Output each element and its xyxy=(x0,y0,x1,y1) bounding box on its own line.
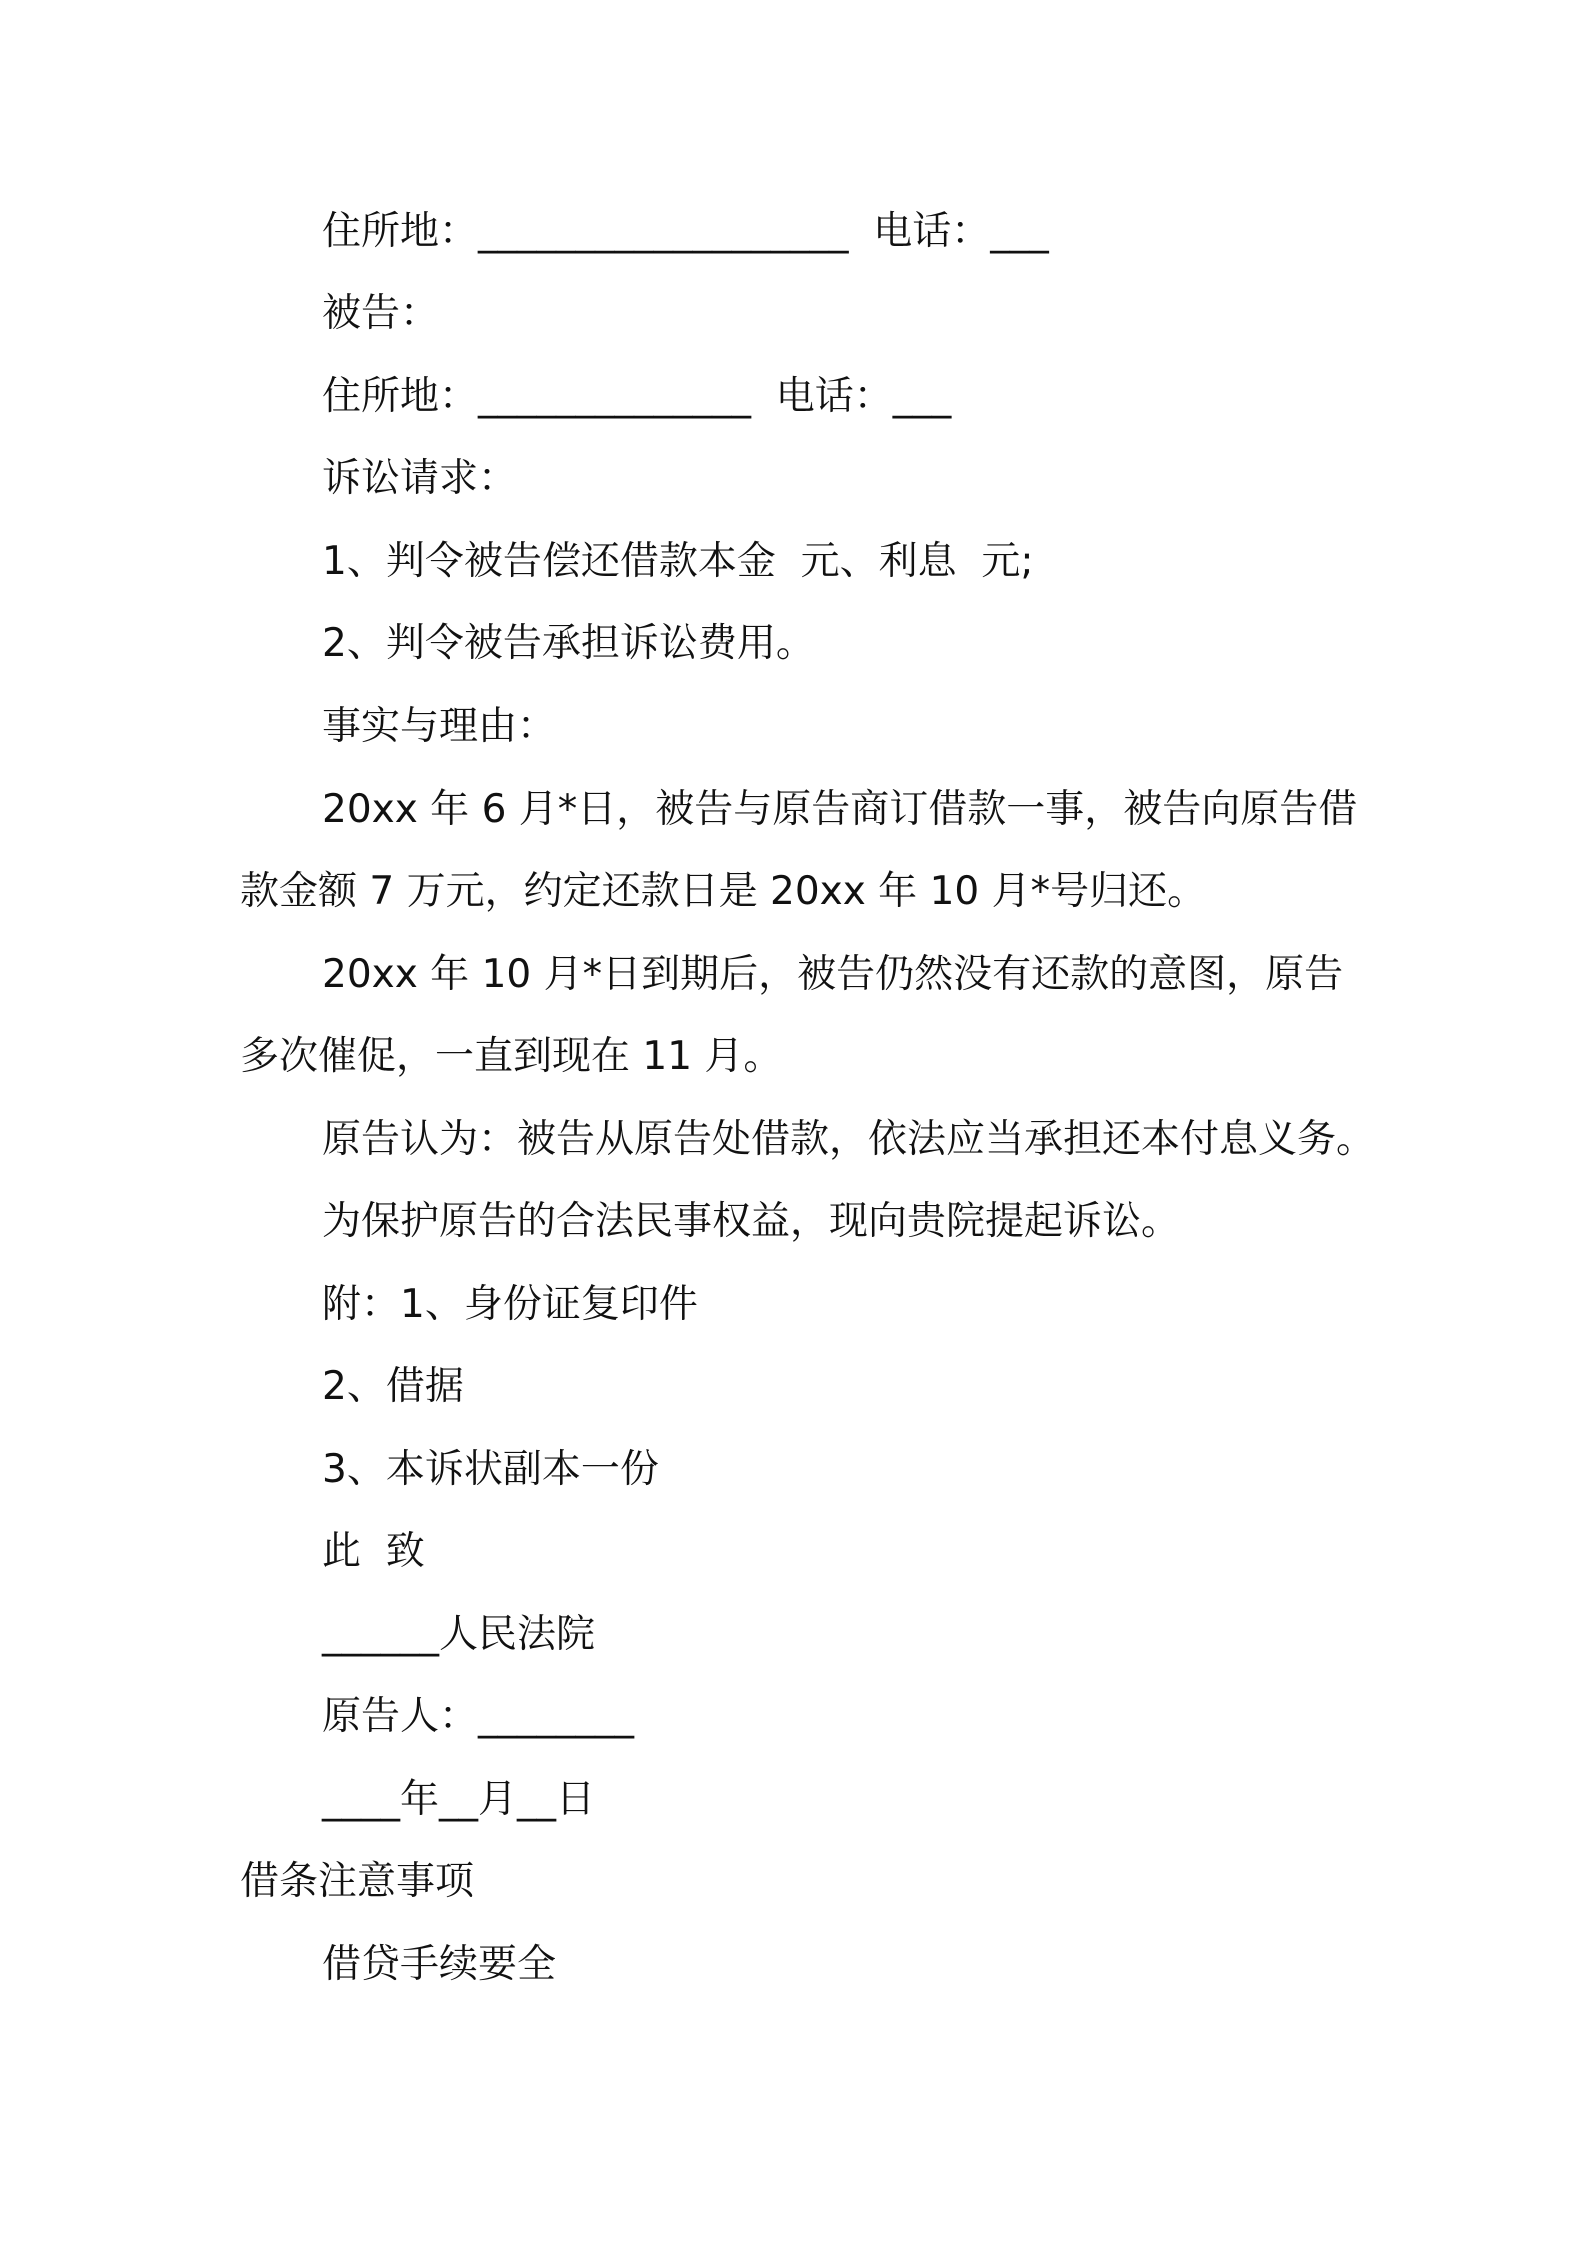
plaintiff-address-phone-line: 住所地：___________________ 电话：___ xyxy=(322,209,1049,254)
facts-heading: 事实与理由： xyxy=(322,704,557,749)
facts-paragraph-1-line-2: 款金额 7 万元，约定还款日是 20xx 年 10 月*号归还。 xyxy=(240,869,1207,914)
claims-heading: 诉讼请求： xyxy=(322,456,518,501)
lawsuit-statement: 为保护原告的合法民事权益，现向贵院提起诉讼。 xyxy=(322,1199,1181,1244)
attachment-item-1: 附：1、身份证复印件 xyxy=(322,1282,698,1327)
plaintiff-opinion: 原告认为：被告从原告处借款，依法应当承担还本付息义务。 xyxy=(322,1117,1376,1162)
date-line: ____年__月__日 xyxy=(322,1777,596,1822)
plaintiff-signature-line: 原告人：________ xyxy=(322,1694,635,1739)
defendant-address-phone-line: 住所地：______________ 电话：___ xyxy=(322,374,952,419)
section-heading-iou-notes: 借条注意事项 xyxy=(240,1859,475,1904)
defendant-label: 被告： xyxy=(322,291,440,336)
facts-paragraph-1-line-1: 20xx 年 6 月*日，被告与原告商订借款一事，被告向原告借 xyxy=(322,787,1358,832)
attachment-item-2: 2、借据 xyxy=(322,1364,464,1409)
salutation: 此 致 xyxy=(322,1529,425,1574)
facts-paragraph-2-line-1: 20xx 年 10 月*日到期后，被告仍然没有还款的意图，原告 xyxy=(322,952,1344,997)
court-name-line: ______人民法院 xyxy=(322,1612,596,1657)
attachment-item-3: 3、本诉状副本一份 xyxy=(322,1447,659,1492)
claim-item-2: 2、判令被告承担诉讼费用。 xyxy=(322,621,815,666)
claim-item-1: 1、判令被告偿还借款本金 元、利息 元; xyxy=(322,539,1034,584)
iou-note-1: 借贷手续要全 xyxy=(322,1942,557,1987)
facts-paragraph-2-line-2: 多次催促，一直到现在 11 月。 xyxy=(240,1034,783,1079)
